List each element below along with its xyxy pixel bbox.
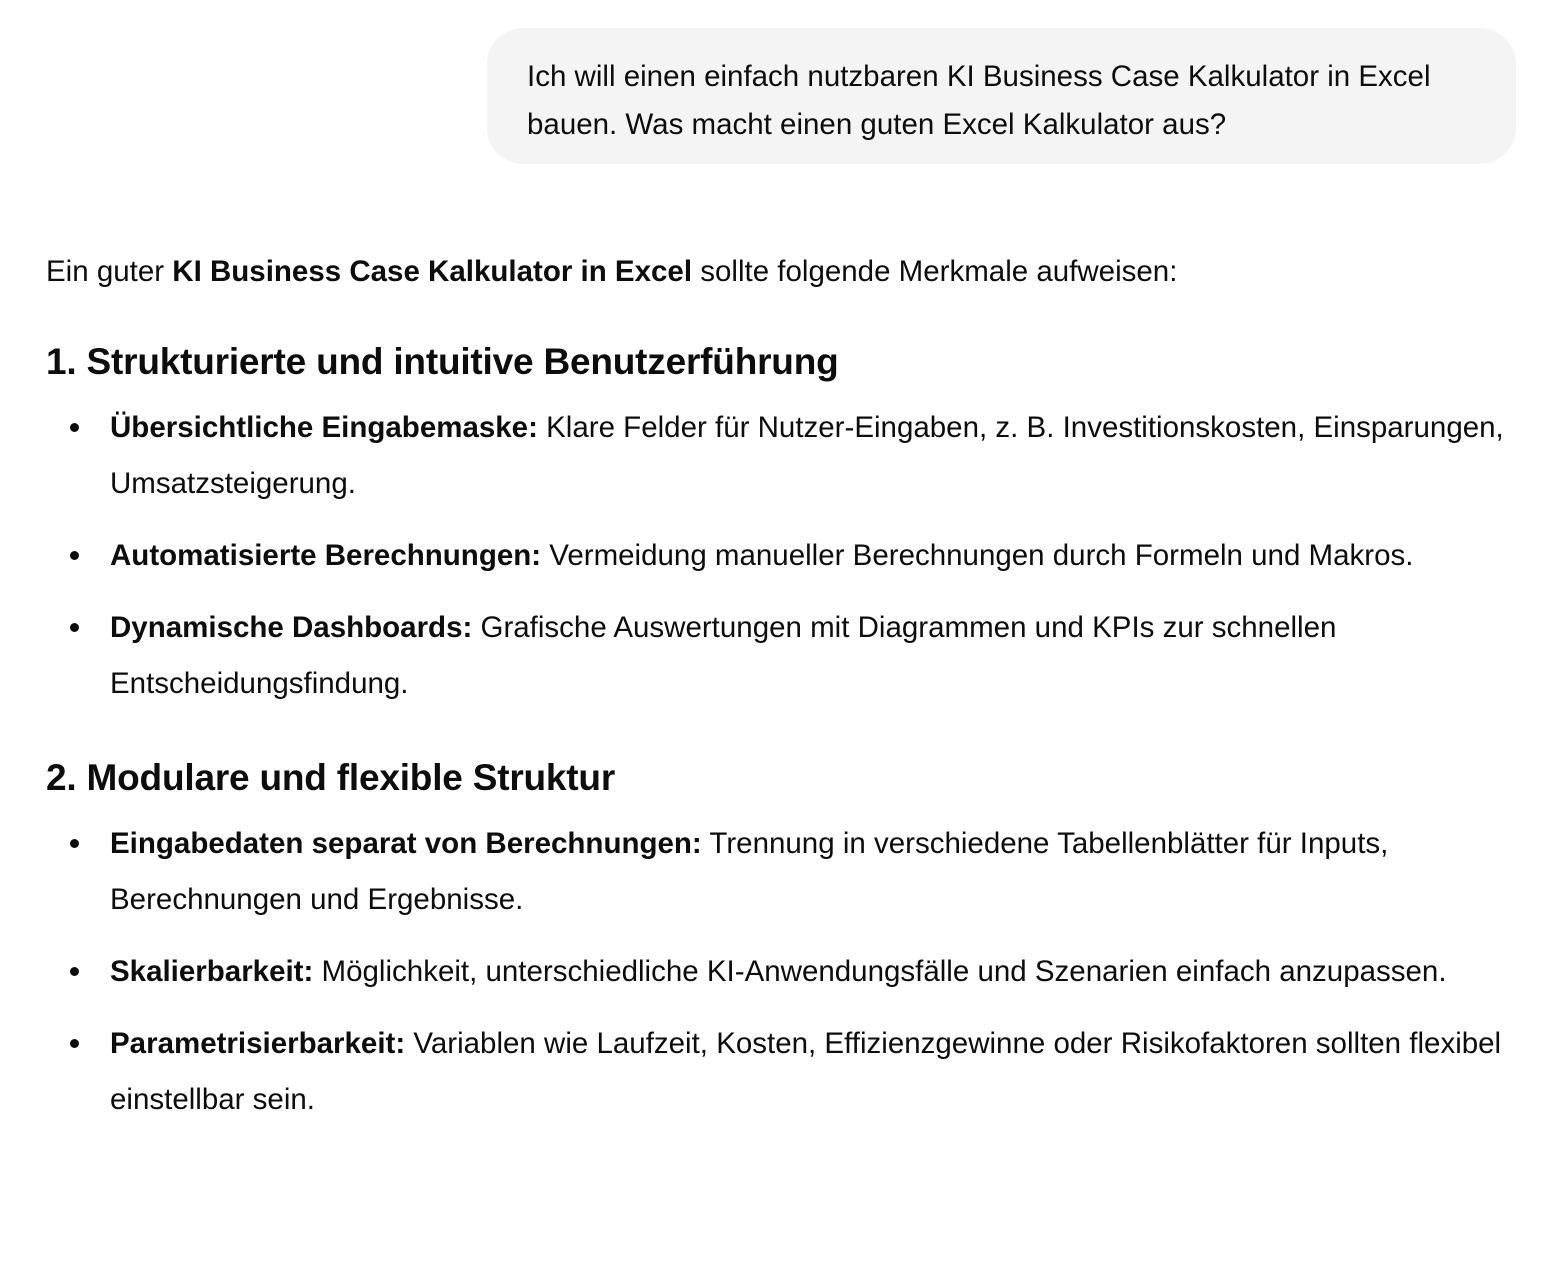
user-message-text: Ich will einen einfach nutzbaren KI Business Case Kalkulator in Excel bauen. Was macht einen guten Excel Kalkulator aus? bbox=[527, 60, 1431, 141]
list-item bbox=[46, 816, 1526, 928]
bullet-icon bbox=[70, 551, 79, 560]
list-item bbox=[46, 528, 1526, 584]
list-item bbox=[46, 600, 1526, 712]
item-label: Dynamische Dashboards: bbox=[110, 611, 473, 644]
section-heading-2: 2. Modulare und flexible Struktur bbox=[46, 757, 616, 798]
item-text: Klare Felder für Nutzer-Eingaben, z. B. Investitionskosten, Einsparungen, Umsatzsteigerung. bbox=[110, 411, 1504, 500]
bullet-icon bbox=[70, 623, 79, 632]
item-label: Automatisierte Berechnungen: bbox=[110, 539, 542, 572]
item-text: Variablen wie Laufzeit, Kosten, Effizienzgewinne oder Risikofaktoren sollten flexibel einstellbar sein. bbox=[110, 1027, 1502, 1116]
response-intro bbox=[46, 246, 1526, 298]
item-label: Skalierbarkeit: bbox=[110, 955, 314, 988]
section-2-list bbox=[46, 816, 1526, 1128]
list-item bbox=[46, 400, 1526, 512]
item-text: Trennung in verschiedene Tabellenblätter für Inputs, Berechnungen und Ergebnisse. bbox=[110, 827, 1389, 916]
assistant-response bbox=[46, 246, 1526, 1144]
intro-bold: KI Business Case Kalkulator in Excel bbox=[172, 255, 693, 288]
section-heading-1: 1. Strukturierte und intuitive Benutzerführung bbox=[46, 341, 839, 382]
item-label: Eingabedaten separat von Berechnungen: bbox=[110, 827, 702, 860]
intro-prefix: Ein guter bbox=[46, 255, 173, 288]
intro-suffix: sollte folgende Merkmale aufweisen: bbox=[692, 255, 1178, 288]
bullet-icon bbox=[70, 839, 79, 848]
item-text: Grafische Auswertungen mit Diagrammen und KPIs zur schnellen Entscheidungsfindung. bbox=[110, 611, 1337, 700]
item-text: Vermeidung manueller Berechnungen durch Formeln und Makros. bbox=[541, 539, 1414, 572]
section-1-list bbox=[46, 400, 1526, 712]
item-label: Parametrisierbarkeit: bbox=[110, 1027, 406, 1060]
user-message-bubble bbox=[487, 28, 1516, 164]
list-item bbox=[46, 1016, 1526, 1128]
bullet-icon bbox=[70, 967, 79, 976]
item-text: Möglichkeit, unterschiedliche KI-Anwendungsfälle und Szenarien einfach anzupassen. bbox=[313, 955, 1447, 988]
list-item bbox=[46, 944, 1526, 1000]
item-label: Übersichtliche Eingabemaske: bbox=[110, 411, 538, 444]
bullet-icon bbox=[70, 1039, 79, 1048]
bullet-icon bbox=[70, 423, 79, 432]
